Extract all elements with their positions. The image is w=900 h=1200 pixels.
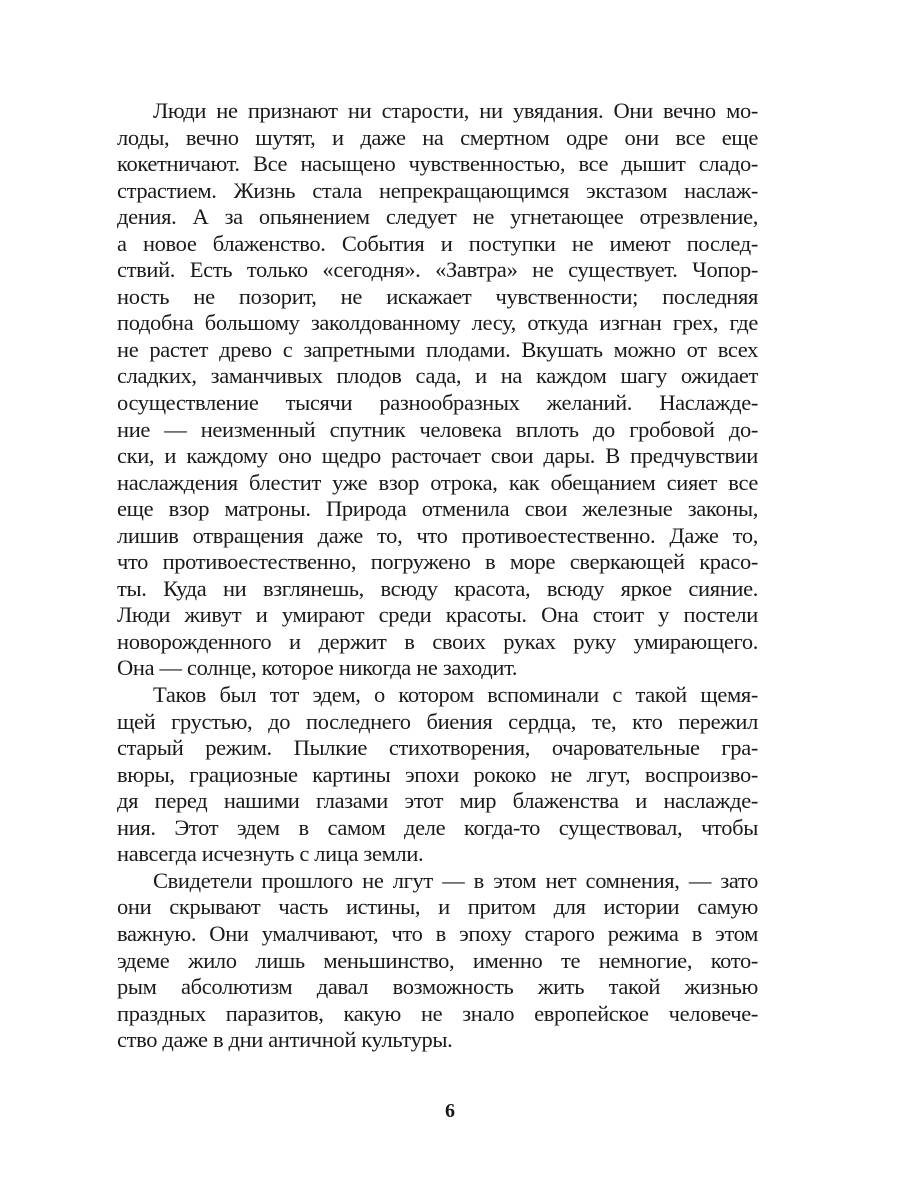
body-text <box>117 98 758 1054</box>
text-line: праздных паразитов, какую не знало европейское человече- <box>117 1000 758 1026</box>
text-line: ство даже в дни античной культуры. <box>117 1027 453 1053</box>
text-line: осуществление тысячи разнообразных желаний. Наслажде- <box>117 390 758 416</box>
text-line: сладких, заманчивых плодов сада, и на каждом шагу ожидает <box>117 363 758 389</box>
text-line: что противоестественно, погружено в море сверкающей красо- <box>117 549 758 575</box>
text-line: они скрывают часть истины, и притом для истории самую <box>117 894 758 920</box>
text-line: важную. Они умалчивают, что в эпоху старого режима в этом <box>117 920 758 946</box>
text-line: Люди живут и умирают среди красоты. Она стоит у постели <box>117 602 758 628</box>
text-line: страстием. Жизнь стала непрекращающимся экстазом наслаж- <box>117 177 758 203</box>
text-line: не растет древо с запретными плодами. Вкушать можно от всех <box>117 336 758 362</box>
text-line: Люди не признают ни старости, ни увядания. Они вечно мо- <box>153 98 758 123</box>
paragraph <box>117 682 758 868</box>
text-line: Она — солнце, которое никогда не заходит. <box>117 655 518 681</box>
text-line: наслаждения блестит уже взор отрока, как обещанием сияет все <box>117 469 758 495</box>
text-line: лишив отвращения даже то, что противоестественно. Даже то, <box>117 522 758 548</box>
text-line: еще взор матроны. Природа отменила свои железные законы, <box>117 496 758 522</box>
paragraph <box>117 98 758 682</box>
text-line: ствий. Есть только «сегодня». «Завтра» не существует. Чопор- <box>117 257 758 283</box>
text-line: эдеме жило лишь меньшинство, именно те немногие, кото- <box>117 947 758 973</box>
text-line: ние — неизменный спутник человека вплоть до гробовой до- <box>117 416 758 442</box>
text-line: дения. А за опьянением следует не угнетающее отрезвление, <box>117 204 758 230</box>
page-number: 6 <box>445 1100 455 1122</box>
text-line: ность не позорит, не искажает чувственности; последняя <box>117 283 758 309</box>
text-line: Таков был тот эдем, о котором вспоминали с такой щемя- <box>153 682 758 708</box>
text-line: навсегда исчезнуть с лица земли. <box>117 841 424 867</box>
text-line: кокетничают. Все насыщено чувственностью, все дышит сладо- <box>117 151 758 177</box>
paragraph <box>117 868 758 1054</box>
text-line: рым абсолютизм давал возможность жить такой жизнью <box>117 974 758 1000</box>
text-line: ты. Куда ни взглянешь, всюду красота, всюду яркое сияние. <box>117 575 758 601</box>
text-line: Свидетели прошлого не лгут — в этом нет сомнения, — зато <box>153 867 758 893</box>
text-line: новорожденного и держит в своих руках руку умирающего. <box>117 628 758 654</box>
text-line: подобна большому заколдованному лесу, откуда изгнан грех, где <box>117 310 758 336</box>
text-line: щей грустью, до последнего биения сердца, те, кто пережил <box>117 708 758 734</box>
text-line: ния. Этот эдем в самом деле когда-то существовал, чтобы <box>117 814 758 840</box>
text-line: старый режим. Пылкие стихотворения, очаровательные гра- <box>117 735 758 761</box>
text-line: дя перед нашими глазами этот мир блаженства и наслажде- <box>117 788 758 814</box>
text-line: вюры, грациозные картины эпохи рококо не лгут, воспроизво- <box>117 761 758 787</box>
text-line: лоды, вечно шутят, и даже на смертном одре они все еще <box>117 124 758 150</box>
text-line: ски, и каждому оно щедро расточает свои дары. В предчувствии <box>117 443 758 469</box>
text-line: а новое блаженство. События и поступки не имеют послед- <box>117 230 758 256</box>
